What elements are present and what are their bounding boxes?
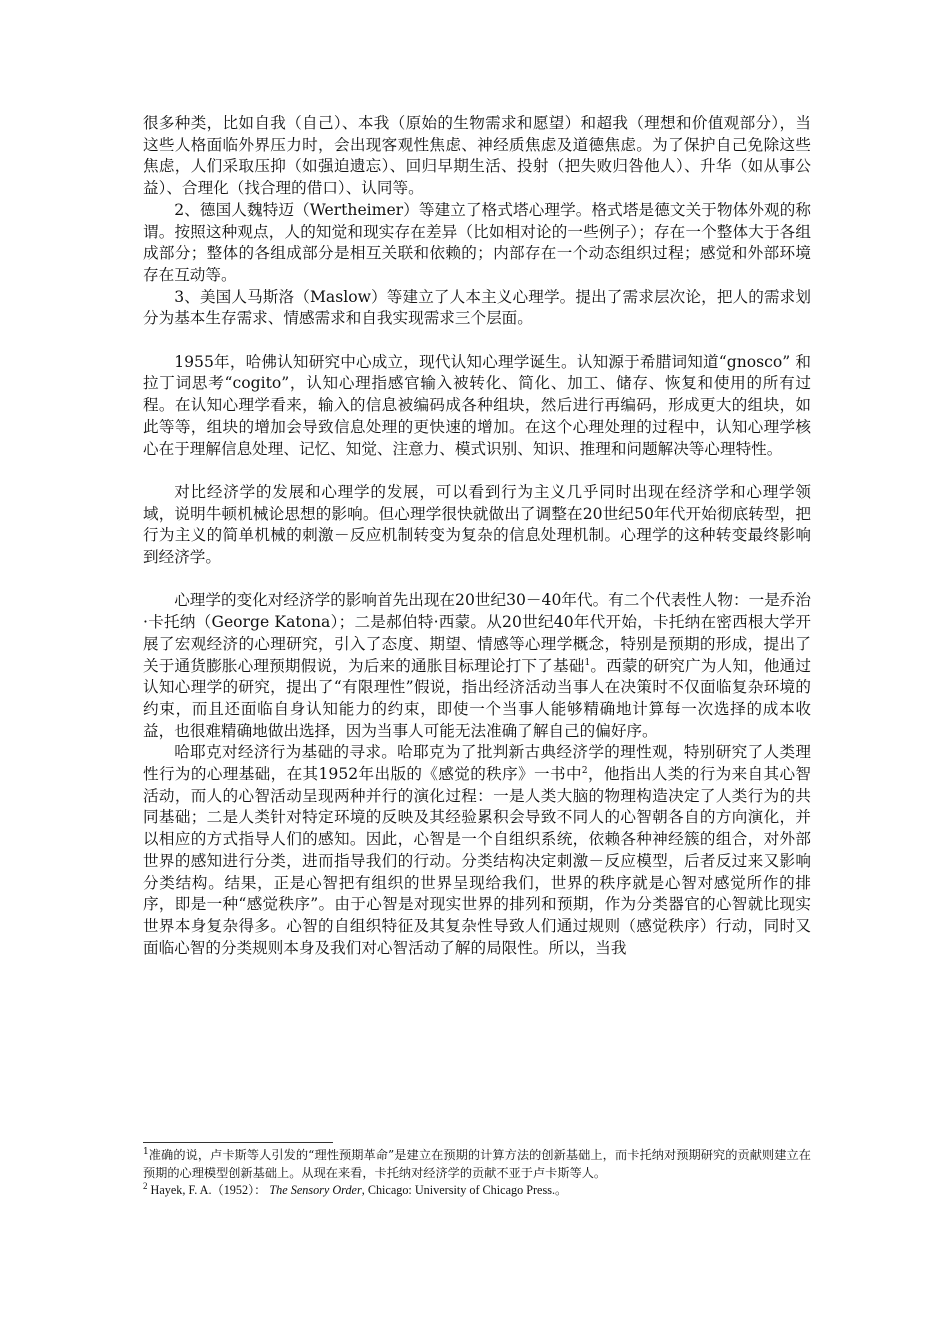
footnote-2-title: The Sensory Order <box>269 1183 362 1197</box>
footnote-1 <box>143 1147 811 1182</box>
paragraph-cognitive: 1955年，哈佛认知研究中心成立，现代认知心理学诞生。认知源于希腊词知道“gnosco” 和拉丁词思考“cogito”，认知心理指感官输入被转化、简化、加工、储存、恢复和使用的所有过程。在认知心理学看来，输入的信息被编码成各种组块，然后进行再编码，形成更大的组块，如此等等，组块的增加会导致信息处理的更快速的增加。在这个心理处理的过程中，认知心理学核心在于理解信息处理、记忆、知觉、注意力、模式识别、知识、推理和问题解决等心理特性。 <box>143 352 811 458</box>
footnote-2 <box>143 1182 811 1200</box>
footnote-divider <box>143 1142 333 1143</box>
paragraph-hayek-text-b: ，他指出人类的行为来自其心智活动，而人的心智活动呈现两种并行的演化过程：一是人类大脑的物理构造决定了人类行为的共同基础；二是人类针对特定环境的反映及其经验累积会导致不同人的心智朝各自的方向演化，并以相应的方式指导人们的感知。因此，心智是一个自组织系统，依赖各种神经簇的组合，对外部世界的感知进行分类，进而指导我们的行动。分类结构决定刺激－反应模型，后者反过来又影响分类结构。结果，正是心智把有组织的世界呈现给我们，世界的秩序就是心智对感觉所作的排序，即是一种“感觉秩序”。由于心智是对现实世界的排列和预期，作为分类器官的心智就比现实世界本身复杂得多。心智的自组织特征及其复杂性导致人们通过规则（感觉秩序）行动，同时又面临心智的分类规则本身及我们对心智活动了解的局限性。所以，当我 <box>143 765 811 957</box>
paragraph-hayek <box>143 742 811 959</box>
body-text <box>143 113 811 959</box>
footnote-mark-2: 2 <box>143 1180 148 1191</box>
paragraph-katona-text: 心理学的变化对经济学的影响首先出现在20世纪30－40年代。有二个代表性人物：一是乔治·卡托纳（George Katona）；二是郝伯特·西蒙。从20世纪40年代开始，卡托纳在密西根大学开展了宏观经济的心理研究，引入了态度、期望、情感等心理学概念，特别是预期的形成，提出了关于通货膨胀心理预期假说，为后来的通胀目标理论打下了基础 <box>143 591 811 675</box>
footnote-ref-1[interactable]: 1 <box>584 657 591 668</box>
footnote-ref-2[interactable]: 2 <box>581 765 588 776</box>
paragraph-hayek-text-a: 哈耶克对经济行为基础的寻求。哈耶克为了批判新古典经济学的理性观，特别研究了人类理性行为的心理基础，在其1952年出版的《感觉的秩序》一书中 <box>143 743 811 784</box>
footnote-1-text: 准确的说，卢卡斯等人引发的“理性预期革命”是建立在预期的计算方法的创新基础上，而卡托纳对预期研究的贡献则建立在预期的心理模型创新基础上。从现在来看，卡托纳对经济学的贡献不亚于卢卡斯等人。 <box>143 1148 811 1180</box>
paragraph-gestalt: 2、德国人魏特迈（Wertheimer）等建立了格式塔心理学。格式塔是德文关于物体外观的称谓。按照这种观点，人的知觉和现实存在差异（比如相对论的一些例子）；存在一个整体大于各组成部分；整体的各组成部分是相互关联和依赖的；内部存在一个动态组织过程；感觉和外部环境存在互动等。 <box>143 200 811 284</box>
paragraph-humanistic: 3、美国人马斯洛（Maslow）等建立了人本主义心理学。提出了需求层次论，把人的需求划分为基本生存需求、情感需求和自我实现需求三个层面。 <box>143 287 811 328</box>
footnote-mark-1: 1 <box>143 1146 149 1157</box>
paragraph-comparison: 对比经济学的发展和心理学的发展，可以看到行为主义几乎同时出现在经济学和心理学领域，说明牛顿机械论思想的影响。但心理学很快就做出了调整在20世纪50年代开始彻底转型，把行为主义的简单机械的刺激－反应机制转变为复杂的信息处理机制。心理学的这种转变最终影响到经济学。 <box>143 482 811 567</box>
paragraph-simon-text: 。西蒙的研究广为人知，他通过认知心理学的研究，提出了“有限理性”假说，指出经济活动当事人在决策时不仅面临复杂环境的约束，而且还面临自身认知能力的约束，即使一个当事人能够精确地计算每一次选择的成本收益，也很难精确地做出选择，因为当事人可能无法准确了解自己的偏好序。 <box>143 656 811 740</box>
footnote-2-author: Hayek, F. A.（1952）： <box>150 1183 267 1197</box>
paragraph-katona-simon <box>143 590 811 742</box>
paragraph-freud-defense: 很多种类，比如自我（自己）、本我（原始的生物需求和愿望）和超我（理想和价值观部分），当这些人格面临外界压力时，会出现客观性焦虑、神经质焦虑及道德焦虑。为了保护自己免除这些焦虑，人们采取压抑（如强迫遗忘）、回归早期生活、投射（把失败归咎他人）、升华（如从事公益）、合理化（找合理的借口）、认同等。 <box>143 114 811 198</box>
footnote-2-publisher: , Chicago: University of Chicago Press.。 <box>361 1183 568 1197</box>
footnotes <box>143 1142 811 1200</box>
